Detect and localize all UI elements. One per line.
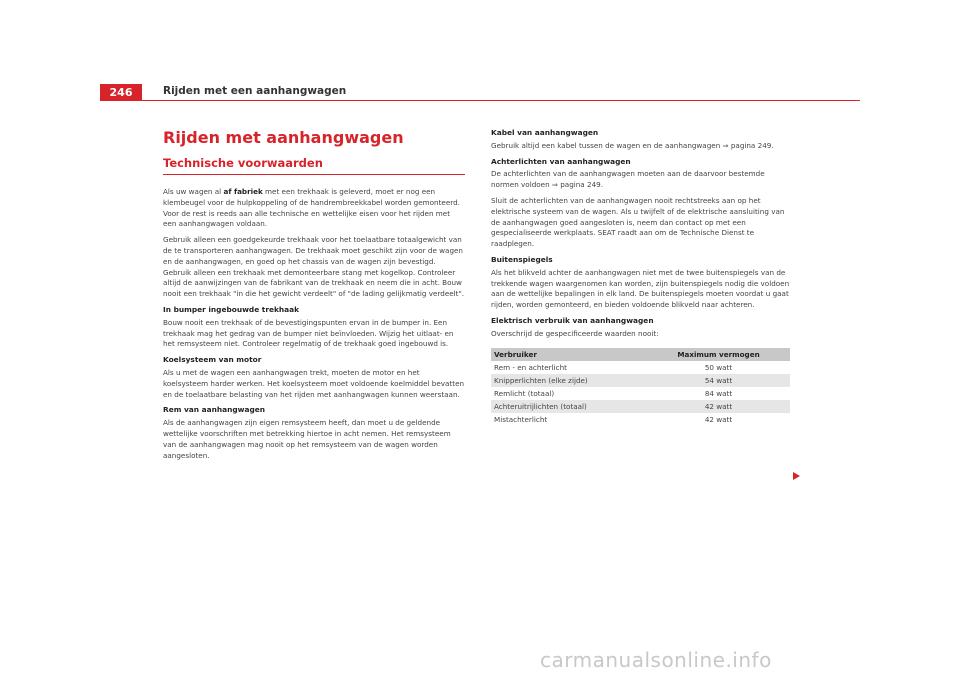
paragraph-buitenspiegels: Als het blikveld achter de aanhangwagen niet met de twee buitenspiegels van de trekkende wagen waargenomen kan worden, zijn buitenspiegels nodig die voldoen aan de wettelijke bepalingen in elk land. De buitenspiegels moeten voordat u gaat rijden, worden gemonteerd, en bieden voldoende blikveld naar achteren.: [491, 267, 790, 310]
paragraph-koelsysteem: Als u met de wagen een aanhangwagen trekt, moeten de motor en het koelsysteem harder werken. Het koelsysteem moet voldoende koelmiddel bevatten en de toelaatbare belasting van het rijden met aanhangwagen kunnen weerstaan.: [163, 367, 465, 399]
paragraph-bumper: Bouw nooit een trekhaak of de bevestigingspunten ervan in de bumper in. Een trekhaak mag het gedrag van de bumper niet beïnvloeden. Wijzig het uitlaat- en het remsysteem niet. Controleer regelmatig of de trekhaak goed ingebouwd is.: [163, 317, 454, 349]
intro-post: met een trekhaak is geleverd, moet er nog een klembeugel voor de hulpkoppeling of de handrembreekkabel worden gemonteerd. Voor de rest is reeds aan alle technische en wettelijke eisen voor het rijden met een aanhangwagen voldaan.: [163, 187, 460, 229]
table-row: [491, 374, 790, 387]
table-row: [491, 413, 790, 426]
table-cell: 42 watt: [647, 400, 790, 413]
table-cell: Remlicht (totaal): [494, 388, 555, 398]
table-cell: 42 watt: [704, 414, 733, 424]
table-cell: 50 watt: [704, 362, 733, 372]
paragraph-achterlichten-2: Sluit de achterlichten van de aanhangwagen nooit rechtstreeks aan op het elektrische systeem van de wagen. Als u twijfelt of de elektrische aansluiting van de aanhangwagen goed aangesloten is, neem dan contact op met een gespecialiseerde werkplaats. SEAT raadt aan om de Technische Dienst te raadplegen.: [491, 195, 785, 249]
subheading-achterlichten: Achterlichten van aanhangwagen: [491, 156, 631, 166]
table-row: [491, 387, 790, 400]
table-cell: 84 watt: [704, 388, 733, 398]
subheading-buitenspiegels: Buitenspiegels: [491, 254, 553, 264]
continue-arrow-icon: [793, 472, 800, 480]
table-header-cell: Verbruiker: [491, 348, 647, 361]
table-cell: Achteruitrijlichten (totaal): [491, 400, 647, 413]
table-header-cell: Maximum vermogen: [647, 348, 790, 361]
paragraph-rem: Als de aanhangwagen zijn eigen remsysteem heeft, dan moet u de geldende wettelijke voorschriften met betrekking hiertoe in acht nemen. Het remsysteem van de aanhangwagen mag nooit op het remsysteem van de wagen worden aangesloten.: [163, 418, 451, 460]
table-cell: Mistachterlicht: [494, 414, 548, 424]
watermark: carmanualsonline.info: [540, 648, 772, 672]
paragraph-kabel: Gebruik altijd een kabel tussen de wagen en de aanhangwagen ⇒ pagina 249.: [491, 140, 774, 150]
consumption-table: [491, 348, 790, 426]
intro-paragraph: [163, 187, 465, 230]
table-header-row: [491, 348, 790, 361]
header-rule: [100, 100, 860, 101]
paragraph-elektrisch: Overschrijd de gespecificeerde waarden nooit:: [491, 328, 659, 338]
running-title: Rijden met een aanhangwagen: [163, 85, 347, 97]
table-cell: Knipperlichten (elke zijde): [491, 374, 647, 387]
table-row: [491, 400, 790, 413]
table-cell: 54 watt: [647, 374, 790, 387]
intro-bold: af fabriek: [223, 187, 263, 196]
section-title: Technische voorwaarden: [163, 156, 465, 175]
page-number: 246: [100, 84, 142, 100]
table-cell: Rem - en achterlicht: [494, 362, 567, 372]
paragraph-achterlichten: De achterlichten van de aanhangwagen moeten aan de daarvoor bestemde normen voldoen ⇒ pagina 249.: [491, 169, 765, 190]
subheading-kabel: Kabel van aanhangwagen: [491, 128, 599, 137]
right-column: [491, 128, 791, 426]
subheading-bumper: In bumper ingebouwde trekhaak: [163, 304, 300, 314]
intro-pre: Als uw wagen al: [163, 187, 224, 196]
table-row: [491, 361, 790, 374]
subheading-koelsysteem: Koelsysteem van motor: [163, 355, 262, 365]
left-column: [163, 128, 465, 466]
subheading-rem: Rem van aanhangwagen: [163, 405, 266, 415]
subheading-elektrisch: Elektrisch verbruik van aanhangwagen: [491, 315, 654, 325]
paragraph-trekhaak: Gebruik alleen een goedgekeurde trekhaak voor het toelaatbare totaalgewicht van de te transporteren aanhangwagen. De trekhaak moet geschikt zijn voor de wagen en de aanhangwagen, en goed op het chassis van de wagen zijn bevestigd. Gebruik alleen een trekhaak met demonteerbare stang met kogelkop. Controleer altijd de aanwijzingen van de fabrikant van de trekhaak en neem die in acht. Bouw nooit een trekhaak "in die het gewicht verdeelt" of "de lading gelijkmatig verdeelt".: [163, 235, 465, 299]
chapter-title: Rijden met aanhangwagen: [163, 128, 404, 147]
